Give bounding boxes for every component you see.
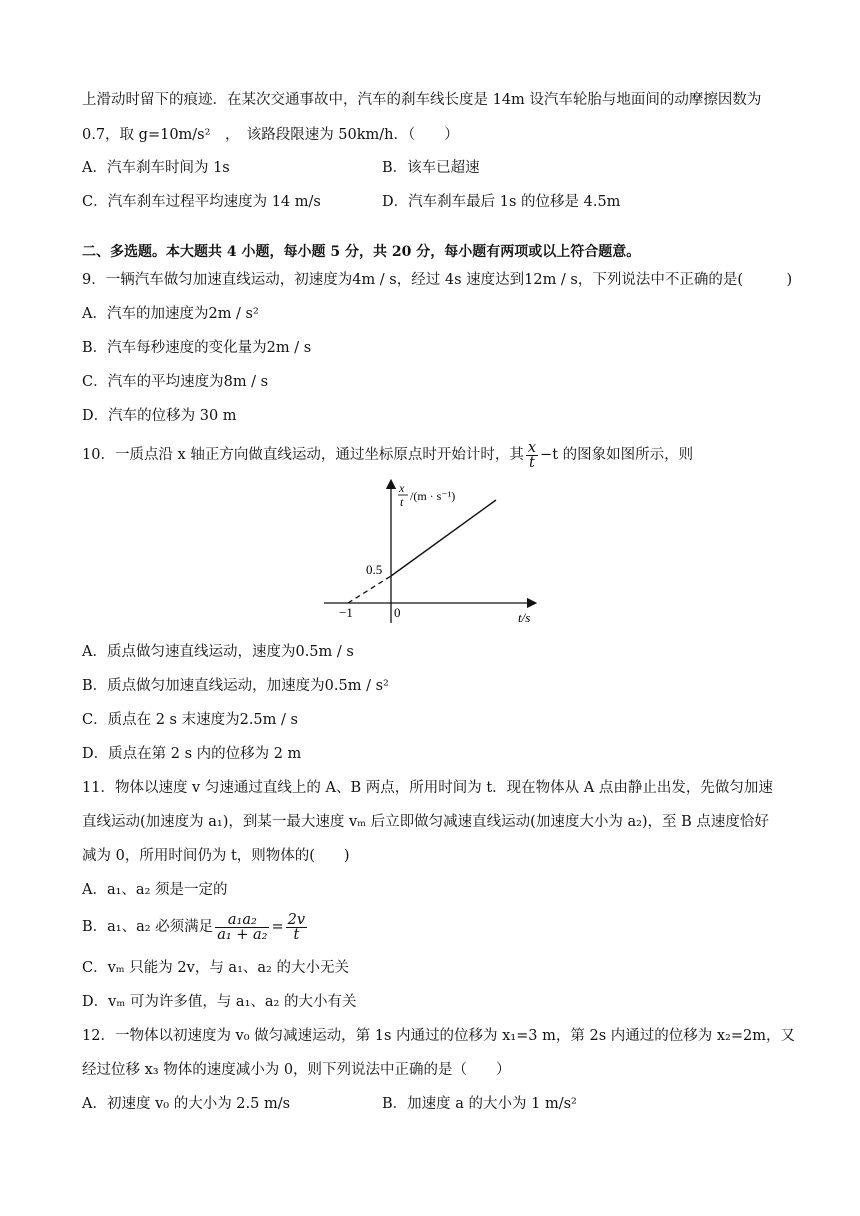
q11-stem-line2: 直线运动(加速度为 a₁)，到某一最大速度 vₘ 后立即做匀减速直线运动(加速度大小为 a₂)，至 B 点速度恰好 xyxy=(82,814,769,830)
q10-option-c: C．质点在 2 s 末速度为2.5m / s xyxy=(82,712,298,728)
q10-graph xyxy=(320,478,540,628)
y-axis-unit: /(m · s⁻¹) xyxy=(410,489,456,503)
q10-frac-numerator: x xyxy=(527,439,537,456)
q10-option-b: B．质点做匀加速直线运动，加速度为0.5m / s² xyxy=(82,678,389,694)
tick-y-0.5: 0.5 xyxy=(366,562,383,577)
q10-frac-denominator: t xyxy=(529,454,535,471)
q12-option-b: B．加速度 a 的大小为 1 m/s² xyxy=(382,1096,577,1112)
q8-option-a: A．汽车刹车时间为 1s xyxy=(82,160,230,176)
q11-option-a: A．a₁、a₂ 须是一定的 xyxy=(82,882,228,898)
q11-option-c: C．vₘ 只能为 2v，与 a₁、a₂ 的大小无关 xyxy=(82,960,349,976)
q9-option-d: D．汽车的位移为 30 m xyxy=(82,408,237,424)
dashed-extension xyxy=(348,576,391,603)
q11-stem-line1: 11．物体以速度 v 匀速通过直线上的 A、B 两点，所用时间为 t．现在物体从 A 点由静止出发，先做匀加速 xyxy=(82,780,773,796)
x-axis-label: t/s xyxy=(518,610,531,625)
graph-line xyxy=(391,500,496,576)
q11-frac-left-denominator: a₁ + a₂ xyxy=(217,926,268,943)
q8-option-b: B．该车已超速 xyxy=(382,160,480,176)
q8-option-c: C．汽车刹车过程平均速度为 14 m/s xyxy=(82,194,321,210)
q11-frac-right-numerator: 2v xyxy=(287,911,306,928)
q11-stem-line3: 减为 0，所用时间仍为 t，则物体的( ) xyxy=(82,848,350,864)
q8-option-d: D．汽车刹车最后 1s 的位移是 4.5m xyxy=(382,194,621,210)
origin-label: 0 xyxy=(394,605,401,620)
section-2-heading: 二、多选题。本大题共 4 小题，每小题 5 分，共 20 分，每小题有两项或以上符合题意。 xyxy=(82,244,641,260)
q10-stem-fraction xyxy=(526,441,538,470)
q11-option-b-fraction-right xyxy=(286,913,307,942)
q8-stem-line2: 0.7，取 g=10m/s² ， 该路段限速为 50km/h．（ ） xyxy=(82,127,459,143)
q9-option-c: C．汽车的平均速度为8m / s xyxy=(82,374,269,390)
tick-x-neg1: −1 xyxy=(339,605,353,620)
q11-option-b-text: B．a₁、a₂ 必须满足 xyxy=(82,919,214,935)
q10-stem-post: −t 的图象如图所示，则 xyxy=(540,447,694,463)
q11-frac-left-numerator: a₁a₂ xyxy=(215,913,269,928)
q12-stem-line1: 12．一物体以初速度为 v₀ 做匀减速运动，第 1s 内通过的位移为 x₁=3 m，第 2s 内通过的位移为 x₂=2m，又 xyxy=(82,1028,795,1044)
q10-stem-pre: 10．一质点沿 x 轴正方向做直线运动，通过坐标原点时开始计时，其 xyxy=(82,447,524,463)
q12-option-a: A．初速度 v₀ 的大小为 2.5 m/s xyxy=(82,1096,291,1112)
q11-option-b-fraction-left xyxy=(215,913,269,942)
q11-option-d: D．vₘ 可为许多值，与 a₁、a₂ 的大小有关 xyxy=(82,994,357,1010)
q10-option-d: D．质点在第 2 s 内的位移为 2 m xyxy=(82,746,302,762)
q9-stem: 9．一辆汽车做匀加速直线运动，初速度为4m / s，经过 4s 速度达到12m / s，下列说法中不正确的是( ) xyxy=(82,272,793,288)
q8-stem-line1: 上滑动时留下的痕迹．在某次交通事故中，汽车的刹车线长度是 14m 设汽车轮胎与地面间的动摩擦因数为 xyxy=(82,92,762,108)
q11-frac-right-denominator: t xyxy=(293,926,300,943)
y-axis-label-den: t xyxy=(400,495,404,509)
q9-option-a: A．汽车的加速度为2m / s² xyxy=(82,306,259,322)
q11-option-b xyxy=(82,910,309,944)
q10-option-a: A．质点做匀速直线运动，速度为0.5m / s xyxy=(82,644,354,660)
q12-stem-line2: 经过位移 x₃ 物体的速度减小为 0，则下列说法中正确的是（ ） xyxy=(82,1062,511,1078)
y-axis-label-num: x xyxy=(399,481,405,495)
q9-option-b: B．汽车每秒速度的变化量为2m / s xyxy=(82,340,312,356)
q11-option-b-equals: = xyxy=(271,919,284,935)
q10-stem xyxy=(82,438,693,472)
